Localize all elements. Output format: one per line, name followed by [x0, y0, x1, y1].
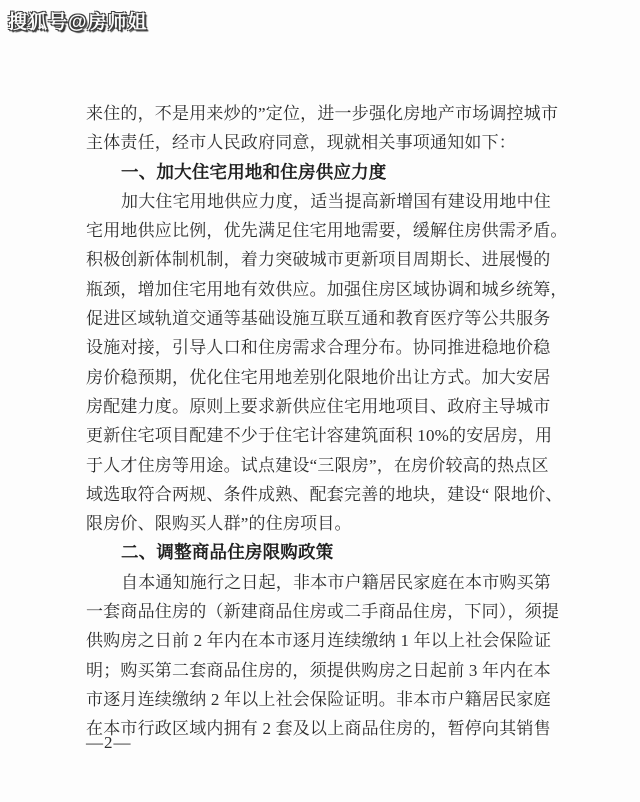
text-line: 来住的，不是用来炒的”定位，进一步强化房地产市场调控城市 — [86, 104, 559, 123]
text-line: 房价稳预期，优化住宅用地差别化限地价出让方式。加大安居 — [86, 367, 551, 387]
document-body — [86, 99, 570, 744]
text-line: 主体责任，经市人民政府同意，现就相关事项通知如下： — [86, 133, 516, 153]
watermark: 搜狐号@房师姐 — [8, 12, 148, 33]
page-number: —2— — [86, 733, 132, 752]
text-line: 自本通知施行之日起，非本市户籍居民家庭在本市购买第 — [121, 572, 551, 592]
text-line: 宅用地供应比例，优先满足住宅用地需要，缓解住房供需矛盾。 — [86, 221, 568, 241]
text-line: 房配建力度。原则上要求新供应住宅用地项目、政府主导城市 — [86, 396, 551, 416]
text-line: 在本市行政区域内拥有 2 套及以上商品住房的，暂停向其销售 — [86, 719, 551, 739]
section-heading: 一、加大住宅用地和住房供应力度 — [121, 161, 387, 182]
text-line: 瓶颈，增加住宅用地有效供应。加强住房区域协调和城乡统筹， — [86, 279, 568, 299]
section-heading: 二、调整商品住房限购政策 — [121, 542, 334, 563]
text-line: 域选取符合两规、条件成熟、配套完善的地块，建设“ 限地价、 — [86, 484, 563, 504]
text-line: 一套商品住房的（新建商品住房或二手商品住房，下同），须提 — [86, 602, 560, 622]
text-line: 更新住宅项目配建不少于住宅计容建筑面积 10%的安居房，用 — [86, 426, 553, 446]
text-line: 加大住宅用地供应力度，适当提高新增国有建设用地中住 — [121, 191, 551, 211]
text-line: 促进区域轨道交通等基础设施互联互通和教育医疗等公共服务 — [86, 309, 551, 329]
text-line: 设施对接，引导人口和住房需求合理分布。协同推进稳地价稳 — [86, 338, 551, 358]
text-line: 积极创新体制机制，着力突破城市更新项目周期长、进展慢的 — [86, 250, 551, 270]
text-line: 于人才住房等用途。试点建设“三限房”，在房价较高的热点区 — [86, 455, 549, 475]
text-line: 限房价、限购买人群”的住房项目。 — [86, 514, 352, 534]
text-line: 明；购买第二套商品住房的，须提供购房之日起前 3 年内在本 — [86, 660, 551, 680]
text-line: 市逐月连续缴纳 2 年以上社会保险证明。非本市户籍居民家庭 — [86, 689, 551, 709]
text-line: 供购房之日前 2 年内在本市逐月连续缴纳 1 年以上社会保险证 — [86, 631, 552, 651]
